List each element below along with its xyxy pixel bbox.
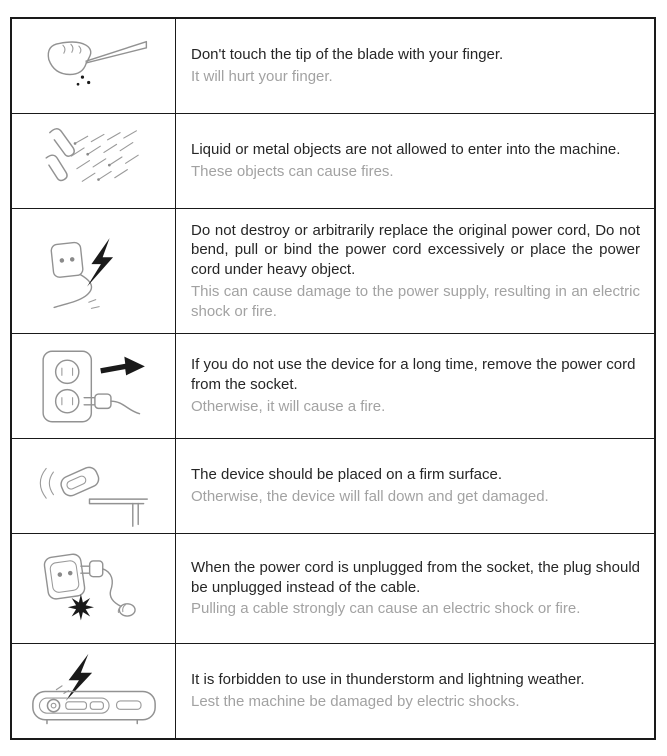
warning-icon-cell bbox=[12, 644, 176, 738]
warning-consequence-text: It will hurt your finger. bbox=[191, 68, 333, 85]
thunderstorm-warning-icon bbox=[28, 652, 160, 731]
warning-consequence-text: This can cause damage to the power supply, resulting in an electric shock or fire. bbox=[191, 282, 640, 320]
warning-text-cell bbox=[176, 334, 654, 438]
warning-text-cell bbox=[176, 534, 654, 643]
warning-icon-cell bbox=[12, 334, 176, 438]
warning-row-metal-objects bbox=[12, 114, 654, 209]
warning-text-cell bbox=[176, 114, 654, 208]
warning-text-cell bbox=[176, 439, 654, 533]
warning-row-unplug-when-unused bbox=[12, 334, 654, 439]
warning-text-cell bbox=[176, 19, 654, 113]
warning-row-thunderstorm bbox=[12, 644, 654, 738]
warning-main-text: Do not destroy or arbitrarily replace the original power cord, Do not bend, pull or bind the power cord excessively or place the power cord under heavy object. bbox=[191, 221, 640, 279]
warning-icon-cell bbox=[12, 439, 176, 533]
warning-main-text: The device should be placed on a firm surface. bbox=[191, 466, 503, 484]
metal-objects-warning-icon bbox=[35, 120, 153, 203]
warning-icon-cell bbox=[12, 534, 176, 643]
warning-main-text: Don't touch the tip of the blade with your finger. bbox=[191, 46, 504, 64]
warning-consequence-text: Otherwise, the device will fall down and get damaged. bbox=[191, 488, 549, 505]
firm-surface-warning-icon bbox=[35, 445, 153, 528]
power-cord-damage-warning-icon bbox=[42, 226, 146, 317]
safety-warning-table bbox=[10, 17, 656, 740]
warning-icon-cell bbox=[12, 19, 176, 113]
warning-main-text: It is forbidden to use in thunderstorm and lightning weather. bbox=[191, 671, 585, 689]
finger-blade-warning-icon bbox=[36, 31, 152, 102]
warning-row-pull-plug-not-cable bbox=[12, 534, 654, 644]
warning-text-cell bbox=[176, 209, 654, 333]
warning-consequence-text: These objects can cause fires. bbox=[191, 163, 394, 180]
warning-text-cell bbox=[176, 644, 654, 738]
pull-plug-not-cable-warning-icon bbox=[37, 547, 151, 630]
warning-main-text: When the power cord is unplugged from the socket, the plug should be unplugged instead of the cable. bbox=[191, 558, 640, 596]
warning-icon-cell bbox=[12, 114, 176, 208]
warning-row-power-cord-damage bbox=[12, 209, 654, 334]
unplug-when-unused-warning-icon bbox=[36, 344, 152, 429]
warning-consequence-text: Lest the machine be damaged by electric shocks. bbox=[191, 693, 520, 710]
warning-icon-cell bbox=[12, 209, 176, 333]
warning-row-finger-blade bbox=[12, 19, 654, 114]
warning-main-text: If you do not use the device for a long time, remove the power cord from the socket. bbox=[191, 356, 636, 394]
warning-row-firm-surface bbox=[12, 439, 654, 534]
warning-consequence-text: Pulling a cable strongly can cause an electric shock or fire. bbox=[191, 600, 581, 618]
warning-main-text: Liquid or metal objects are not allowed to enter into the machine. bbox=[191, 141, 621, 159]
warning-consequence-text: Otherwise, it will cause a fire. bbox=[191, 397, 386, 415]
